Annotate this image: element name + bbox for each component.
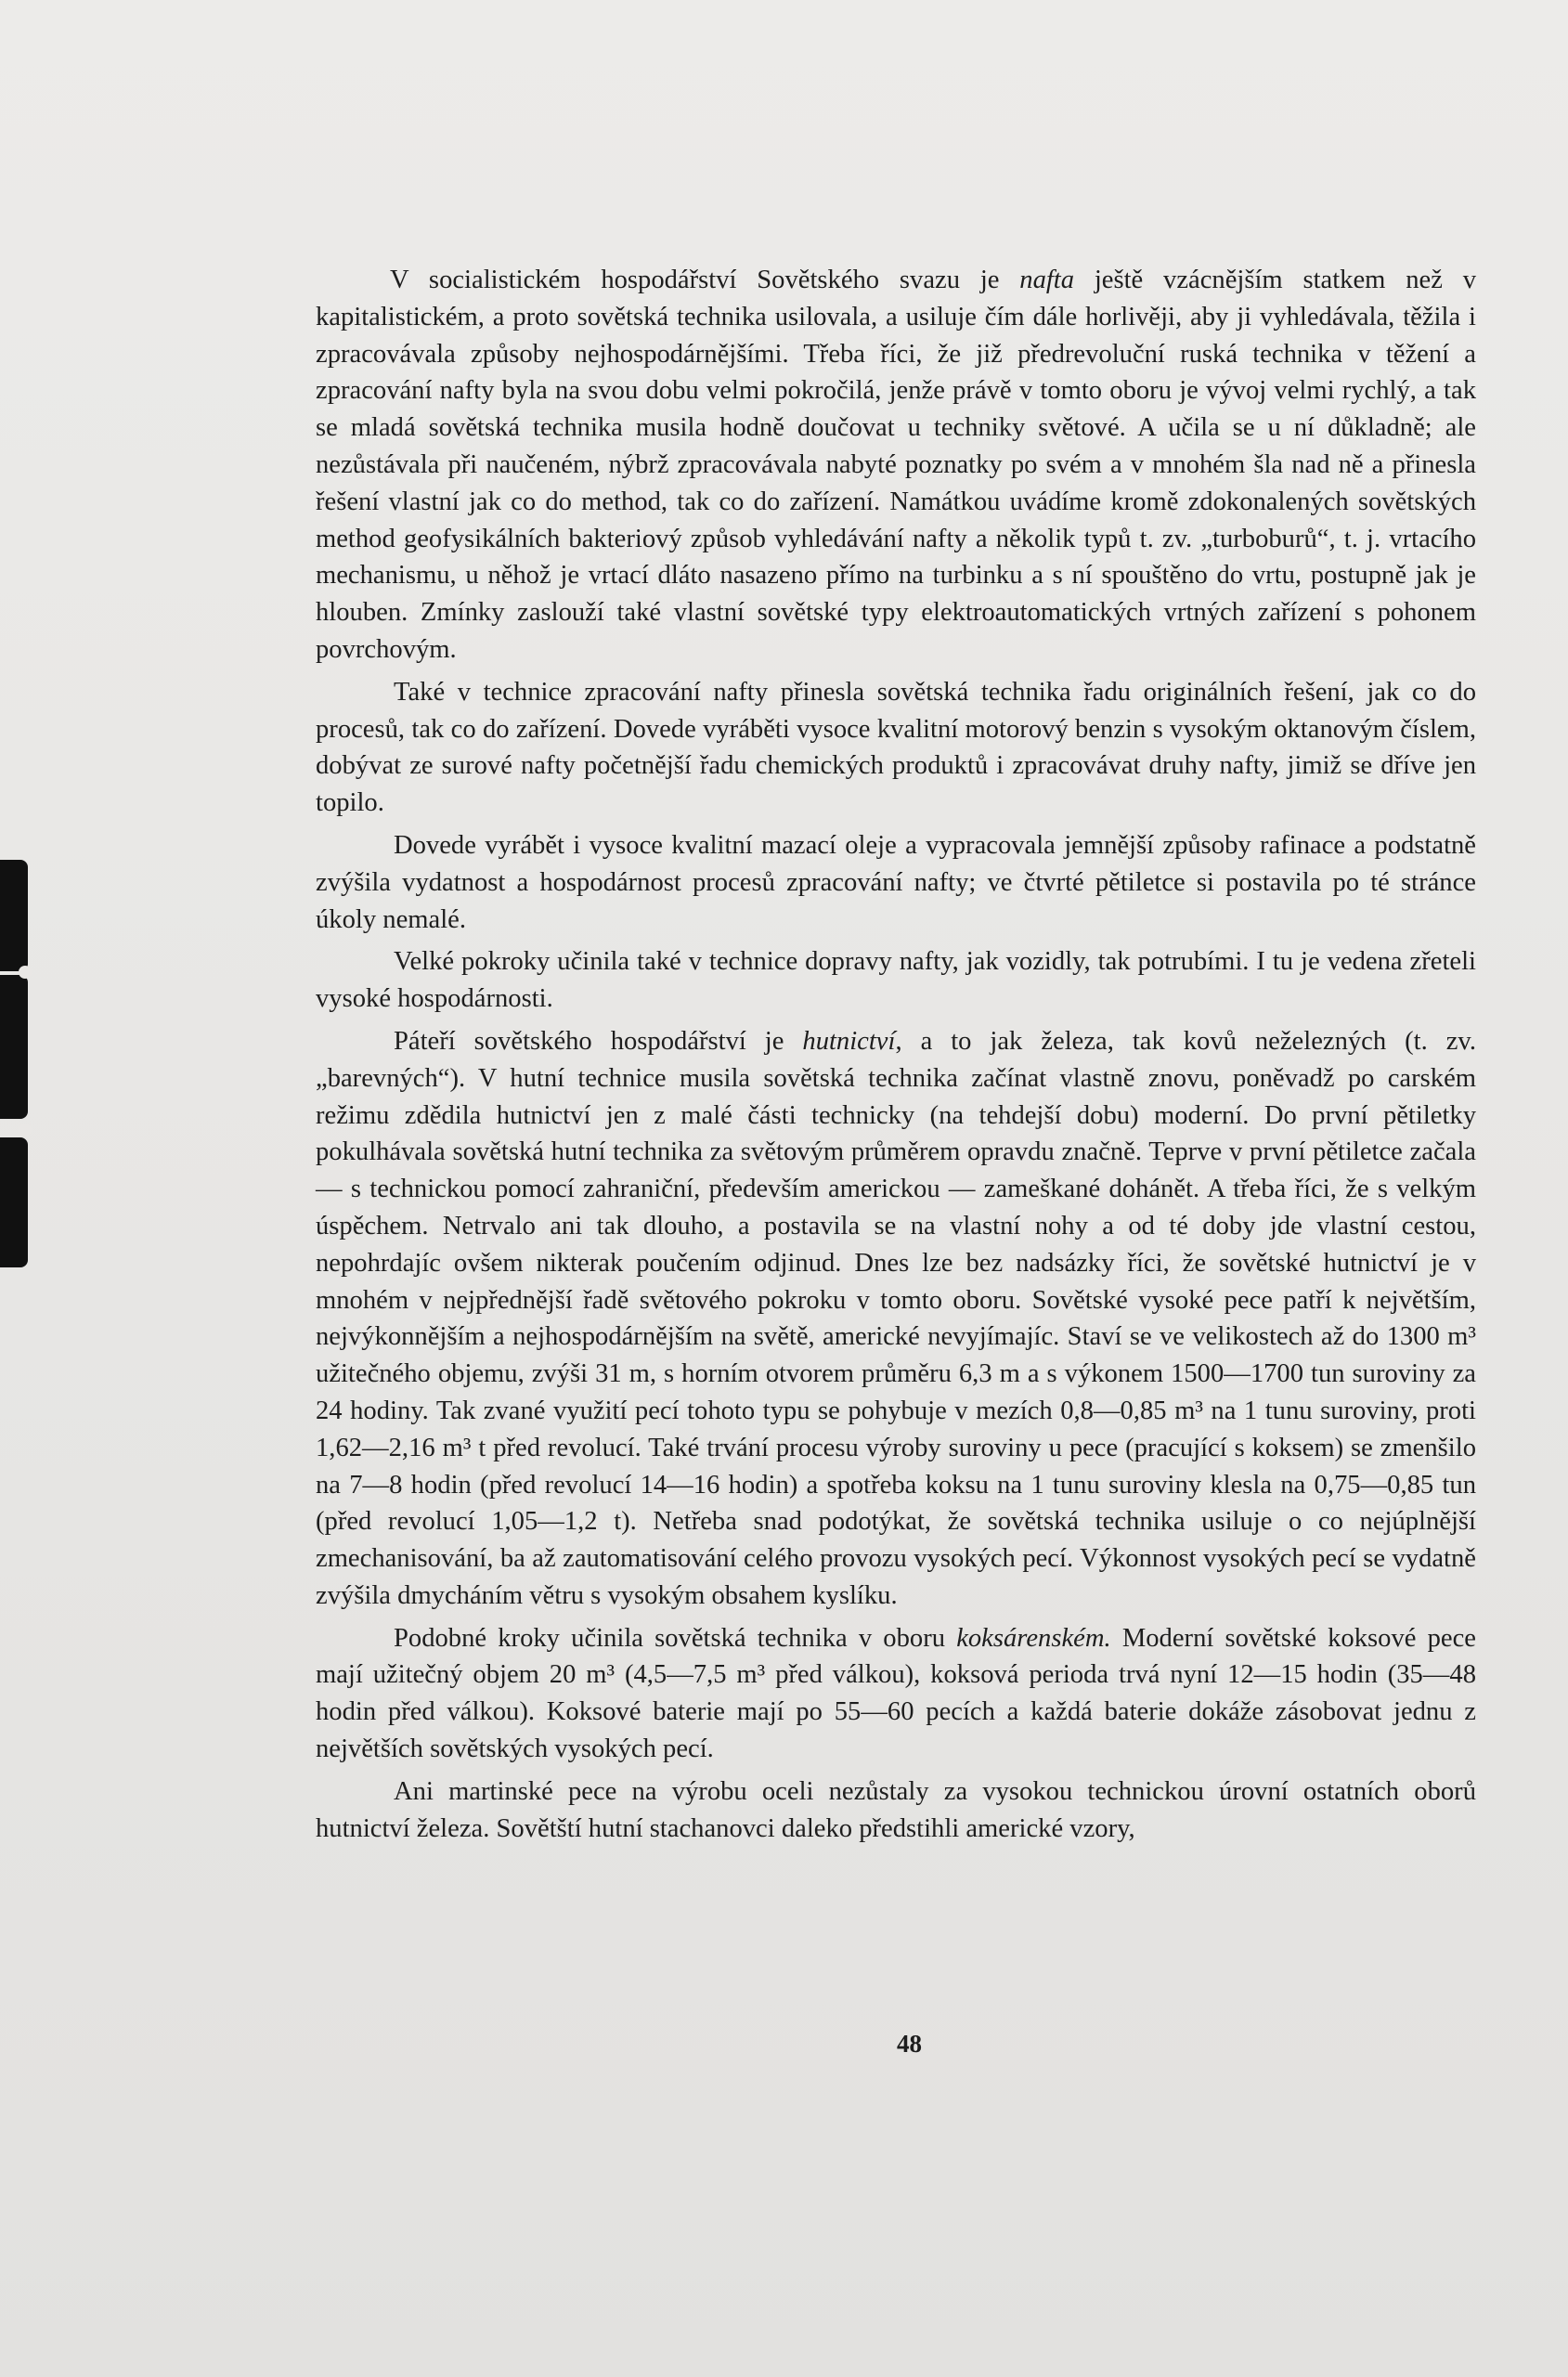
paragraph: Dovede vyrábět i vysoce kvalitní mazací oleje a vypracovala jemnější způsoby rafinace a podstatně zvýšila vydatnost a hospodárnost procesů zpracování nafty; ve čtvrté pětiletce si postavila po té stránce úkoly nemalé. <box>316 830 1476 934</box>
paragraph: Velké pokroky učinila také v technice dopravy nafty, jak vozidly, tak potrubími. I tu je vedena zřeteli vysoké hospodárnosti. <box>316 947 1476 1014</box>
paragraph: Také v technice zpracování nafty přinesla sovětská technika řadu originálních řešení, jak co do procesů, tak co do zařízení. Dovede vyráběti vysoce kvalitní motorový benzin s vysokým oktanovým číslem, dobývat ze surové nafty početnější řadu chemických produktů i zpracovávat druhy nafty, jimiž se dříve jen topilo. <box>316 677 1476 818</box>
paragraph: Podobné kroky učinila sovětská technika v oboru koksárenském. Moderní sovětské koksové pece mají užitečný objem 20 m³ (4,5—7,5 m³ před válkou), koksová perioda trvá nyní 12—15 hodin (35—48 hodin před válkou). Koksové baterie mají po 55—60 pecích a každá baterie dokáže zásobovat jednu z největších sovětských vysokých pecí. <box>316 1623 1476 1764</box>
paragraph: Páteří sovětského hospodářství je hutnictví, a to jak železa, tak kovů neželezných (t. zv. „barevných“). V hutní technice musila sovětská technika začínat vlastně znovu, poněvadž po carském režimu zdědila hutnictví jen z malé části technicky (na tehdejší dobu) moderní. Do první pětiletky pokulhávala sovětská hutní technika za světovým průměrem opravdu značně. Teprve v první pětiletce začala — s technickou pomocí zahraniční, především americkou — zameškané dohánět. A třeba říci, že s velkým úspěchem. Netrvalo ani tak dlouho, a postavila se na vlastní nohy a od té doby jde vlastní cestou, nepohrdajíc ovšem nikterak poučením odjinud. Dnes lze bez nadsázky říci, že sovětské hutnictví je v mnohém v nejpřednější řadě světového pokroku v tomto oboru. Sovětské vysoké pece patří k největším, nejvýkonnějším a nejhospodárnějším na světě, americké nevyjímajíc. Staví se ve velikostech až do 1300 m³ užitečného objemu, zvýši 31 m, s horním otvorem průměru 6,3 m a s výkonem 1500—1700 tun suroviny za 24 hodiny. Tak zvané využití pecí tohoto typu se pohybuje v mezích 0,8—0,85 m³ na 1 tunu suroviny, proti 1,62—2,16 m³ t před revolucí. Také trvání procesu výroby suroviny u pece (pracující s koksem) se zmenšilo na 7—8 hodin (před revolucí 14—16 hodin) a spotřeba koksu na 1 tunu suroviny klesla na 0,75—0,85 tun (před revolucí 1,05—1,2 t). Netřeba snad podotýkat, že sovětská technika usiluje o co nejúplnější zmechanisování, ba až zautomatisování celého provozu vysokých pecí. Výkonnost vysokých pecí se vydatně zvýšila dmycháním větru s vysokým obsahem kyslíku. <box>316 1026 1476 1610</box>
binding-clip <box>0 975 28 1119</box>
binding-clip <box>0 1137 28 1267</box>
binding-notch <box>19 1124 32 1137</box>
body-text <box>316 262 1476 1852</box>
binding-notch <box>19 966 32 979</box>
binding-clip <box>0 860 28 971</box>
page-number: 48 <box>897 2030 922 2058</box>
paragraph: Ani martinské pece na výrobu oceli nezůstaly za vysokou technickou úrovní ostatních oborů hutnictví železa. Sovětští hutní stachanovci daleko předstihli americké vzory, <box>316 1776 1476 1843</box>
paragraph: V socialistickém hospodářství Sovětského svazu je nafta ještě vzácnějším statkem než v kapitalistickém, a proto sovětská technika usilovala, a usiluje čím dále horlivěji, aby ji vyhledávala, těžila i zpracovávala způsoby nejhospodárnějšími. Třeba říci, že již předrevoluční ruská technika v těžení a zpracování nafty byla na svou dobu velmi pokročilá, jenže právě v tomto oboru je vývoj velmi rychlý, a tak se mladá sovětská technika musila hodně doučovat u techniky světové. A učila se u ní důkladně; ale nezůstávala při naučeném, nýbrž zpracovávala nabyté poznatky po svém a v mnohém šla nad ně a přinesla řešení vlastní jak co do method, tak co do zařízení. Namátkou uvádíme kromě zdokonalených sovětských method geofysikálních bakteriový způsob vyhledávání nafty a několik typů t. zv. „turboburů“, t. j. vrtacího mechanismu, u něhož je vrtací dláto nasazeno přímo na turbinku a s ní spouštěno do vrtu, postupně jak je hlouben. Zmínky zaslouží také vlastní sovětské typy elektroautomatických vrtných zařízení s pohonem povrchovým. <box>316 266 1476 664</box>
